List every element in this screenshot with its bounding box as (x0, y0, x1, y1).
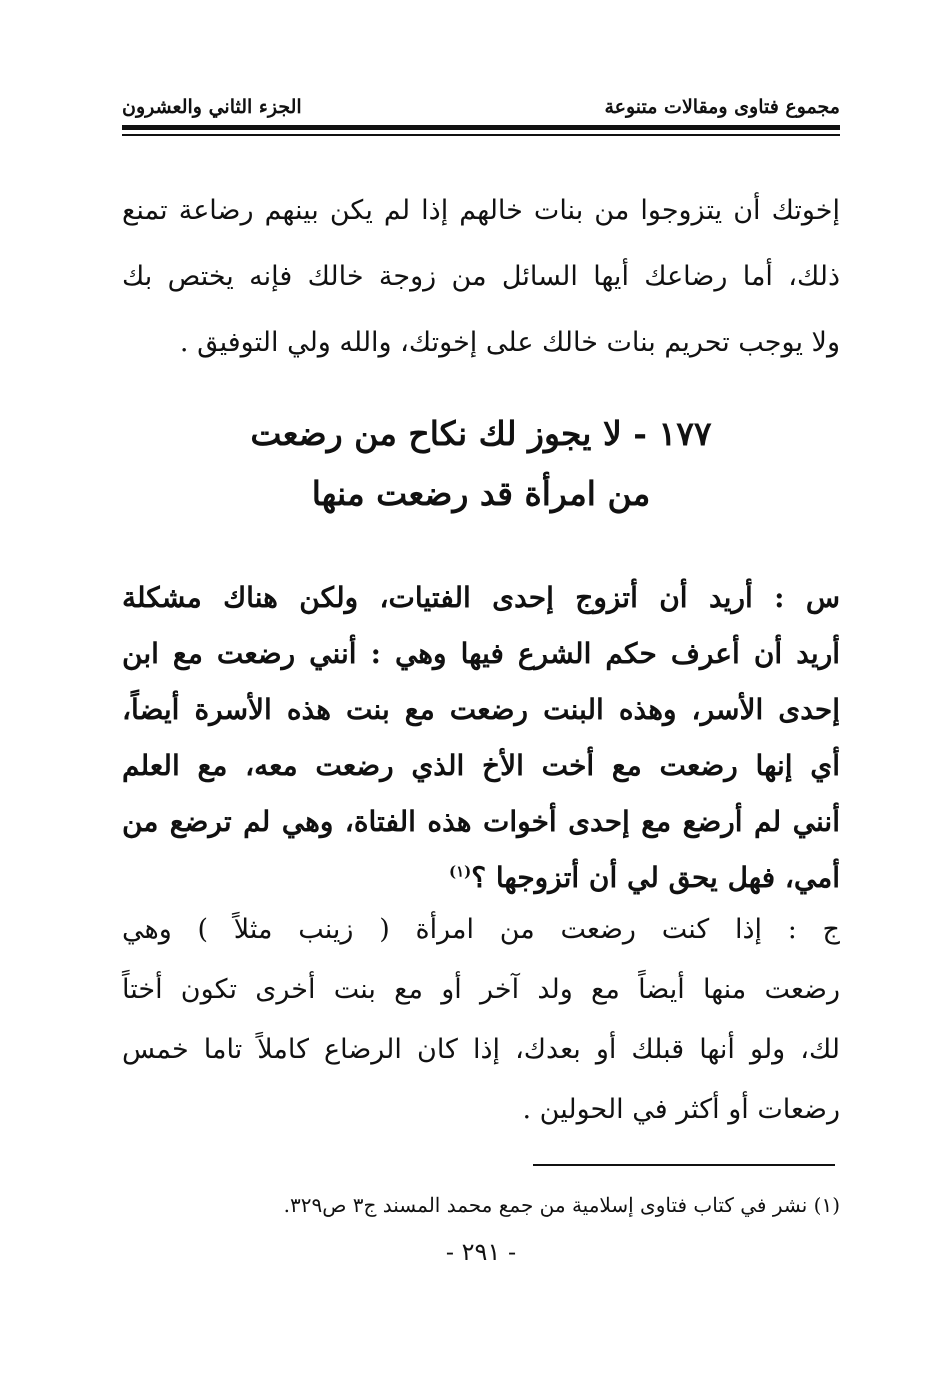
fatwa-title (122, 404, 840, 524)
answer-paragraph (122, 900, 840, 1140)
intro-line: ولا يوجب تحريم بنات خالك على إخوتك، والله ولي التوفيق . (179, 327, 840, 358)
running-header (122, 88, 840, 118)
header-volume-title: الجزء الثاني والعشرون (122, 96, 302, 118)
fatwa-title-line: ١٧٧ - لا يجوز لك نكاح من رضعت (250, 414, 712, 453)
question-line: س : أريد أن أتزوج إحدى الفتيات، ولكن هناك مشكلة (122, 581, 840, 614)
question-line: أمي، فهل يحق لي أن أتزوجها ؟ (471, 861, 840, 894)
question-line: إحدى الأسر، وهذه البنت رضعت مع بنت هذه الأسرة أيضاً، (122, 693, 840, 726)
question-paragraph (122, 570, 840, 906)
answer-line: ج : إذا كنت رضعت من امرأة ( زينب مثلاً ) وهي (122, 914, 840, 945)
question-line: أريد أن أعرف حكم الشرع فيها وهي : أنني رضعت مع ابن (122, 637, 840, 670)
question-last-line (122, 850, 840, 906)
question-line: أنني لم أرضع مع إحدى أخوات هذه الفتاة، وهي لم ترضع من (122, 805, 841, 838)
intro-paragraph (122, 178, 840, 376)
intro-line: إخوتك أن يتزوجوا من بنات خالهم إذا لم يكن بينهم رضاعة تمنع (122, 195, 840, 226)
answer-line: رضعات أو أكثر في الحولين . (522, 1094, 840, 1125)
header-book-title: مجموع فتاوى ومقالات متنوعة (604, 96, 840, 118)
footnote-marker: (١) (449, 862, 472, 881)
page-number: - ٢٩١ - (445, 1238, 517, 1266)
header-rule-thick (122, 125, 840, 130)
answer-line: رضعت منها أيضاً مع ولد آخر أو مع بنت أخرى تكون أختاً (122, 974, 840, 1005)
intro-line: ذلك، أما رضاعك أيها السائل من زوجة خالك فإنه يختص بك (122, 261, 840, 292)
footnote-separator (533, 1164, 835, 1166)
fatwa-title-line: من امرأة قد رضعت منها (311, 474, 651, 513)
answer-line: لك، ولو أنها قبلك أو بعدك، إذا كان الرضاع كاملاً تاما خمس (122, 1034, 840, 1065)
footnote: (١) نشر في كتاب فتاوى إسلامية من جمع محمد المسند ج٣ ص٣٢٩. (283, 1193, 840, 1217)
header-rule-thin (122, 134, 840, 136)
question-line: أي إنها رضعت مع أخت الأخ الذي رضعت معه، مع العلم (122, 749, 840, 782)
